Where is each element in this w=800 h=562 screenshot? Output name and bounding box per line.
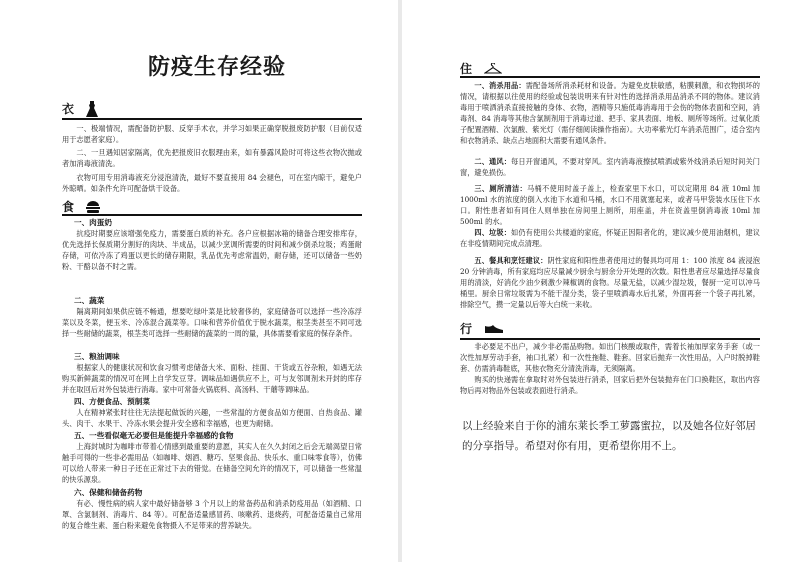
clothing-paragraph: 衣物可用专用消毒液充分浸泡清洗，最好不要直接用 84 会褪色，可在室内晾干，避免户外晾晒。如条件允许可配备烘干设备。 <box>62 173 362 193</box>
clothing-paragraph: 二、一旦遇知居家隔离，优先把报废旧衣服理由来，如有暴露风险时可将这些衣物次抛或者加消毒液清洗。 <box>62 148 362 168</box>
housing-heading: 五、餐具和烹饪建议： <box>474 256 548 265</box>
food-heading: 四、方便食品、预制菜 <box>74 397 150 406</box>
closing-note: 以上经验来自于你的浦东莱长季工萝露蜜拉，以及她各位好邻居的分享指导。希望对你有用，更希望你用不上。 <box>462 420 756 452</box>
travel-paragraph: 非必要足不出户，减少非必需品购物。如出门核酸或取件，需着长袖加厚家务手套（或一次性加厚劳动手套，袖口扎紧）和一次性拖鞋、鞋套。回家后抛弃一次性用品，入户时脱掉鞋套、仿需消毒鞋底，其他衣物充分清洗消毒，无须隔离。 <box>460 342 760 373</box>
section-divider <box>460 76 760 78</box>
food-heading: 六、保健和储备药物 <box>74 488 143 497</box>
housing-body: 每日开窗通风，不要对穿风。室内消毒液擦拭喷洒或紫外线消杀后短时间关门窗，避免损伤。 <box>460 157 760 177</box>
housing-item <box>460 255 760 310</box>
housing-heading: 一、消杀用品： <box>474 81 526 90</box>
shoe-icon <box>484 324 504 334</box>
section-divider <box>62 118 362 120</box>
housing-body: 马桶不使用时盖子盖上，检查家里下水口，可以定期用 84 液 10ml 加 1000ml 水的浓度的倒入水池下水道和马桶，水口不用就塞起来，或者马甲袋装水压住下水口。附性患者如有同住人则单独在房间里上厕所，用座盖，并在资盖里倒消毒液 10ml 加 500ml 的水。 <box>460 184 760 226</box>
housing-heading: 四、垃圾： <box>474 228 512 237</box>
food-body: 上海封城时为咖啡市带着心情感到最重要的意愿，其实人在久久封闭之后会无端渴望日常触手可得的一些非必需用品（如咖啡、烟酒、糖巧、坚果食品、快乐水、重口味零食等），仿佛可以给人带来一种日子还在正常过下去的错觉。在储备空间允许的情况下，可以储备一些常温的快乐源泉。 <box>62 442 362 484</box>
right-page <box>402 0 800 562</box>
food-body: 抗疫时期要应该增强免疫力，需要蛋白质的补充。各户应根据冰箱的储备合理安排库存，优先选择长保质期分割好的肉块、半成品，以减少烹调所需要的时间和减少倒杀垃圾；鸡蛋耐存储，可依冷冻了鸡蛋以更长的储存期限，乳品优先考虑常温奶，耐存储，还可以储备一些奶粉、干酪以备不时之需。 <box>62 229 362 271</box>
section-label-clothing: 衣 <box>62 102 75 116</box>
section-header-food <box>62 198 100 215</box>
dress-icon <box>86 101 98 117</box>
food-heading: 一、肉蛋奶 <box>74 218 112 227</box>
housing-body: 阴性家庭和阳性患者使用过的餐具均可用 1：100 浓度 84 液浸泡 20 分钟消毒，所有家庭均应尽量减少厨余与厨余分开处理的次数。阳性患者应尽量选择尽量食用的清淡，好消化少油少刺激少辣椒调的食物。尽量无盐，以减少湿垃圾，餐厨一定可以冲马桶里。厨余日常垃圾需为不能干湿分类，袋子里喷洒毒水后扎紧，外面再套一个袋子再扎紧，排除空气，攒一定量以后等大白统一来收。 <box>460 256 760 309</box>
food-heading: 三、粮油调味 <box>74 352 120 361</box>
section-divider <box>460 338 760 340</box>
section-header-housing <box>460 60 502 77</box>
food-body: 人在精神紧张时往往无法提起做饭的兴趣，一些常温的方便食品如方便面、自热食品、罐头、肉干、水果干、冷冻水果会提升安全感和幸福感，也更为耐储。 <box>62 408 362 428</box>
travel-paragraph: 购买的快递需在拿取时对外包装进行消杀，回家后把外包装抛弃在门口换鞋区，取出内容物后再对物品外包装或表面进行消杀。 <box>460 375 760 395</box>
section-header-clothing <box>62 100 98 117</box>
left-page <box>0 0 398 562</box>
section-header-travel <box>460 320 504 337</box>
food-body: 根据家人的健康状况和饮食习惯考虑储备大米、面粉、挂面、干货或五谷杂粮，如遇无法购买新鲜蔬菜的情况可在网上自学发豆芽。调味品如遇供应不上，可与友邻调剂未开封的库存并在取回后对外包装进行消毒。家中可常备火锅底料、高汤料、干蘑等调味品。 <box>62 363 362 394</box>
housing-body: 如仍有使用公共楼道的家庭，怀疑正因阳者化的，建议减少使用油烟机，建议在非疫情期间完成点清理。 <box>460 228 760 248</box>
housing-item <box>460 183 760 227</box>
burger-icon <box>86 201 100 213</box>
food-heading: 五、一些看似毫无必要但是能提升幸福感的食物 <box>74 431 234 440</box>
hanger-icon <box>484 63 502 75</box>
section-label-housing: 住 <box>460 62 473 76</box>
page-title: 防疫生存经验 <box>148 54 287 80</box>
housing-item <box>460 156 760 178</box>
housing-heading: 三、厕所清洁： <box>474 184 528 193</box>
housing-item <box>460 227 760 249</box>
housing-heading: 二、通风： <box>474 157 512 166</box>
food-heading: 二、蔬菜 <box>74 296 105 305</box>
section-label-food: 食 <box>62 200 75 214</box>
food-body: 隔离期间如果供应链不畅通，想要吃绿叶菜是比较奢侈的，家庭储备可以选择一些冷冻浮菜以及冬菜，便玉米、冷冻混合蔬菜等。口味和营养价值优于脱水蔬菜，根茎类甚至不同可选择一些耐储的蔬菜，根茎类可选择一些耐储的蔬菜的一周的量，具体需要看家庭的保存条件。 <box>62 307 362 338</box>
housing-item <box>460 80 760 146</box>
clothing-paragraph: 一、极端情况，需配备防护服、反穿手术衣，并学习如果正确穿脱报废防护服（目前仅适用于志愿者家庭）。 <box>62 124 362 144</box>
housing-body: 需配备场所消杀耗材和设备。为避免皮肤敏感，粘膜刺激，和衣物损坏的情况，请根据以往使用的经验或包装说明来有针对性的选择消杀用品消杀不同的物体。建议消毒用于喷洒消杀直接接触的身体、衣物，酒精等只施低毒消毒用于会伤的物体表面和空间，消毒剂、84 消毒等其他含氯制剂用于消毒过道、把手、家具表面、地板、厕所等场所。过氧化质子配置酒精、次氯酸、紫光灯（需仔细阅读操作指南）。大功率紫光灯车消杀范围广，适合室内和衣物消杀、缺点占地面积大需要有通风条件。 <box>460 81 760 145</box>
section-divider <box>62 214 362 216</box>
food-body: 有必、慢性病的病人家中最好储备够 3 个月以上的常备药品和消杀防疫用品（如酒精、口罩、含氯制剂、消毒片、84 等）。可配备适量感冒药、咳嗽药、退烧药，可配备适量自己常用的复合维生素、蛋白粉来避免食物摄入不足带来的营养缺失。 <box>62 499 362 530</box>
section-label-travel: 行 <box>460 322 473 336</box>
